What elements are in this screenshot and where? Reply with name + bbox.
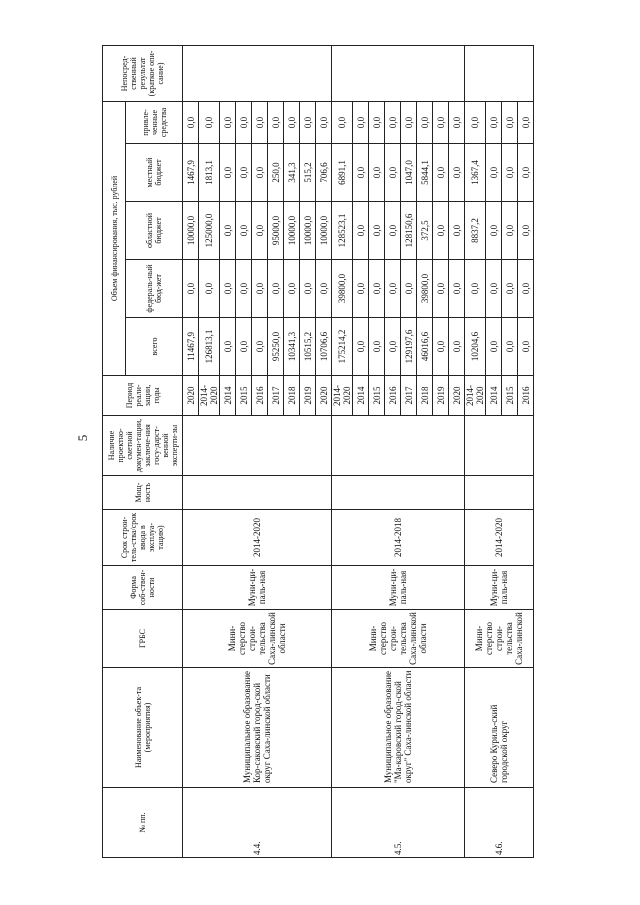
period-cell: 2014-2020 [199,376,220,416]
private-cell: 0,0 [316,101,332,143]
local-cell: 341,3 [284,144,300,202]
grbs-cell: Мини-стерство строи-тельства Саха-линской области [332,610,465,668]
regional-cell: 0,0 [220,202,236,260]
header-funding-group: Объем финансирования, тыс. рублей [103,101,126,375]
page-number: 5 [75,434,90,442]
period-cell: 2020 [316,376,332,416]
local-cell: 706,6 [316,144,332,202]
header-result: Непосред-ственный результат (краткое опи-сание) [103,45,183,101]
design-doc-cell [332,416,465,476]
rotated-table-wrapper [102,46,584,858]
private-cell: 0,0 [220,101,236,143]
period-cell: 2018 [284,376,300,416]
header-private: привле-ченные средства [126,101,183,143]
table-body [183,45,534,857]
period-cell: 2014-2020 [332,376,353,416]
period-cell: 2020 [183,376,199,416]
object-name-cell: Муниципальное образование "Ма-каровский город-ской округ" Саха-линской области [332,668,465,788]
federal-cell: 0,0 [486,260,502,318]
construction-term-cell: 2014-2020 [183,510,332,566]
regional-cell: 0,0 [385,202,401,260]
regional-cell: 0,0 [353,202,369,260]
federal-cell: 39800,0 [332,260,353,318]
local-cell: 0,0 [449,144,465,202]
table-row [332,45,353,857]
period-cell: 2018 [417,376,433,416]
capacity-cell [332,476,465,510]
local-cell: 0,0 [369,144,385,202]
federal-cell: 0,0 [300,260,316,318]
federal-cell: 0,0 [369,260,385,318]
regional-cell: 0,0 [449,202,465,260]
period-cell: 2016 [385,376,401,416]
federal-cell: 0,0 [433,260,449,318]
header-term: Срок строи-тель-ства/срок ввода в эксплуа-тацию) [103,510,183,566]
total-cell: 10341,3 [284,318,300,376]
period-cell: 2015 [369,376,385,416]
local-cell: 6891,1 [332,144,353,202]
ownership-form-cell: Муни-ци-паль-ная [465,566,534,610]
total-cell: 0,0 [236,318,252,376]
regional-cell: 125000,0 [199,202,220,260]
private-cell: 0,0 [385,101,401,143]
design-doc-cell [183,416,332,476]
period-cell: 2016 [252,376,268,416]
federal-cell: 0,0 [268,260,284,318]
regional-cell: 10000,0 [284,202,300,260]
regional-cell: 0,0 [518,202,534,260]
private-cell: 0,0 [353,101,369,143]
local-cell: 1047,0 [401,144,417,202]
object-name-cell: Муниципальное образование Кор-саковский город-ской округ Саха-линской области [183,668,332,788]
federal-cell: 0,0 [401,260,417,318]
federal-cell: 0,0 [316,260,332,318]
header-num: № пп. [103,788,183,858]
federal-cell: 0,0 [449,260,465,318]
total-cell: 126813,1 [199,318,220,376]
local-cell: 250,0 [268,144,284,202]
header-design-doc: Наличие проектно-сметной докумен-тации, заключе-ния госу-дарст-венной эксперти-зы [103,416,183,476]
period-cell: 2014 [220,376,236,416]
header-capacity: Мощ-ность [103,476,183,510]
financing-table [102,45,534,858]
federal-cell: 0,0 [183,260,199,318]
local-cell: 1467,9 [183,144,199,202]
period-cell: 2014 [486,376,502,416]
private-cell: 0,0 [369,101,385,143]
private-cell: 0,0 [449,101,465,143]
header-federal: федераль-ный бюд-жет [126,260,183,318]
federal-cell: 0,0 [502,260,518,318]
private-cell: 0,0 [199,101,220,143]
period-cell: 2019 [433,376,449,416]
private-cell: 0,0 [332,101,353,143]
federal-cell: 0,0 [220,260,236,318]
object-number-cell: 4.6. [465,788,534,858]
object-number-cell: 4.4. [183,788,332,858]
header-name: Наименование объек-та (мероприятия) [103,668,183,788]
private-cell: 0,0 [433,101,449,143]
local-cell: 0,0 [433,144,449,202]
header-total: всего [126,318,183,376]
period-cell: 2014 [353,376,369,416]
header-period: Период реали-зации, годы [103,376,183,416]
total-cell: 95250,0 [268,318,284,376]
total-cell: 0,0 [486,318,502,376]
federal-cell: 0,0 [252,260,268,318]
regional-cell: 10000,0 [300,202,316,260]
total-cell: 11467,9 [183,318,199,376]
total-cell: 175214,2 [332,318,353,376]
regional-cell: 128150,6 [401,202,417,260]
local-cell: 515,2 [300,144,316,202]
local-cell: 0,0 [252,144,268,202]
total-cell: 0,0 [353,318,369,376]
design-doc-cell [465,416,534,476]
result-cell [332,45,465,101]
local-cell: 0,0 [236,144,252,202]
local-cell: 0,0 [220,144,236,202]
table-header [103,45,183,857]
period-cell: 2017 [268,376,284,416]
regional-cell: 95000,0 [268,202,284,260]
construction-term-cell: 2014-2020 [465,510,534,566]
object-number-cell: 4.5. [332,788,465,858]
ownership-form-cell: Муни-ци-паль-ная [332,566,465,610]
federal-cell: 0,0 [353,260,369,318]
grbs-cell: Мини-стерство строи-тельства Саха-линской области [183,610,332,668]
period-cell: 2017 [401,376,417,416]
local-cell: 1367,4 [465,144,486,202]
private-cell: 0,0 [518,101,534,143]
construction-term-cell: 2014-2018 [332,510,465,566]
federal-cell: 0,0 [518,260,534,318]
total-cell: 129197,6 [401,318,417,376]
federal-cell: 0,0 [385,260,401,318]
regional-cell: 0,0 [236,202,252,260]
private-cell: 0,0 [417,101,433,143]
local-cell: 0,0 [353,144,369,202]
private-cell: 0,0 [236,101,252,143]
regional-cell: 0,0 [502,202,518,260]
total-cell: 0,0 [252,318,268,376]
private-cell: 0,0 [465,101,486,143]
object-name-cell: Северо Куриль-ский городской округ [465,668,534,788]
local-cell: 0,0 [502,144,518,202]
table-row [465,45,486,857]
period-cell: 2014-2020 [465,376,486,416]
total-cell: 0,0 [220,318,236,376]
period-cell: 2015 [502,376,518,416]
private-cell: 0,0 [268,101,284,143]
total-cell: 10515,2 [300,318,316,376]
private-cell: 0,0 [502,101,518,143]
regional-cell: 0,0 [433,202,449,260]
period-cell: 2016 [518,376,534,416]
period-cell: 2015 [236,376,252,416]
total-cell: 0,0 [369,318,385,376]
regional-cell: 10000,0 [316,202,332,260]
result-cell [465,45,534,101]
federal-cell: 0,0 [465,260,486,318]
capacity-cell [183,476,332,510]
federal-cell: 0,0 [199,260,220,318]
total-cell: 10706,6 [316,318,332,376]
period-cell: 2019 [300,376,316,416]
private-cell: 0,0 [300,101,316,143]
federal-cell: 0,0 [236,260,252,318]
regional-cell: 128523,1 [332,202,353,260]
total-cell: 0,0 [518,318,534,376]
regional-cell: 0,0 [486,202,502,260]
regional-cell: 10000,0 [183,202,199,260]
local-cell: 0,0 [385,144,401,202]
table-row [183,45,199,857]
local-cell: 1813,1 [199,144,220,202]
private-cell: 0,0 [486,101,502,143]
private-cell: 0,0 [401,101,417,143]
header-form: Форма соб-ствен-ности [103,566,183,610]
regional-cell: 8837,2 [465,202,486,260]
local-cell: 0,0 [518,144,534,202]
federal-cell: 39800,0 [417,260,433,318]
period-cell: 2020 [449,376,465,416]
total-cell: 0,0 [433,318,449,376]
ownership-form-cell: Муни-ци-паль-ная [183,566,332,610]
local-cell: 5844,1 [417,144,433,202]
private-cell: 0,0 [252,101,268,143]
total-cell: 0,0 [502,318,518,376]
private-cell: 0,0 [284,101,300,143]
regional-cell: 0,0 [369,202,385,260]
regional-cell: 0,0 [252,202,268,260]
total-cell: 0,0 [449,318,465,376]
regional-cell: 372,5 [417,202,433,260]
total-cell: 46016,6 [417,318,433,376]
total-cell: 10204,6 [465,318,486,376]
local-cell: 0,0 [486,144,502,202]
header-grbs: ГРБС [103,610,183,668]
grbs-cell: Мини-стерство строи-тельства Саха-линской [465,610,534,668]
capacity-cell [465,476,534,510]
result-cell [183,45,332,101]
federal-cell: 0,0 [284,260,300,318]
private-cell: 0,0 [183,101,199,143]
total-cell: 0,0 [385,318,401,376]
header-regional: областной бюджет [126,202,183,260]
header-local: местный бюджет [126,144,183,202]
